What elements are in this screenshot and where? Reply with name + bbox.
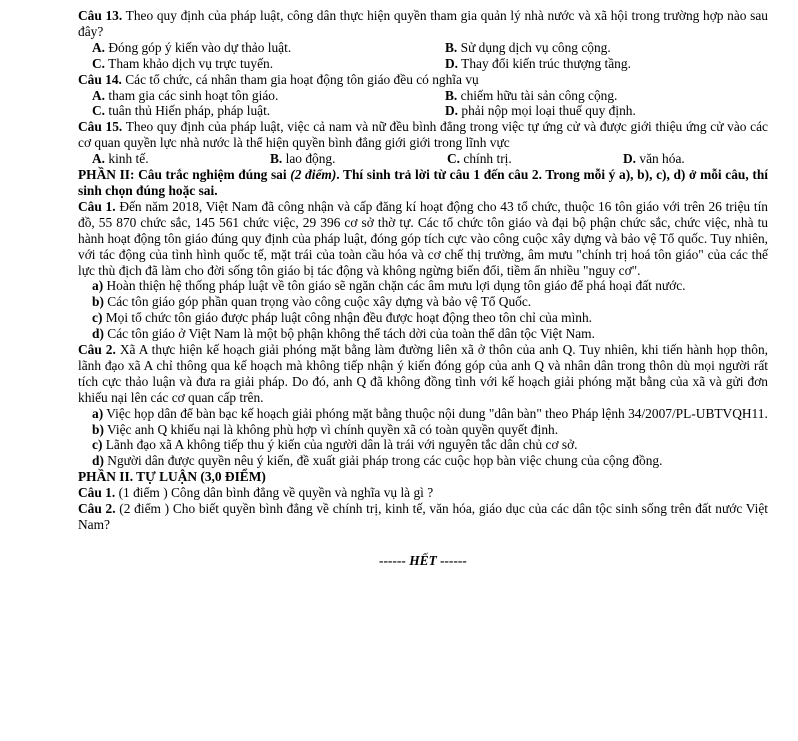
item-text: Lãnh đạo xã A không tiếp thu ý kiến của người dân là trái với nguyên tắc dân chủ cơ sở. (102, 437, 578, 453)
item-key: a) (92, 405, 104, 421)
option-c (92, 56, 445, 72)
item-key: d) (92, 453, 104, 469)
option-key: C. (92, 103, 106, 119)
option-c (447, 151, 623, 167)
option-b (445, 40, 611, 56)
option-key: C. (92, 55, 106, 71)
question-label: Câu 2. (78, 501, 116, 517)
part-2-instructions: . Thí sinh trả lời từ câu 1 đến câu 2. Trong mỗi ý a), b), c), d) ở mỗi câu, thí sinh chọn đúng hoặc sai. (78, 167, 768, 198)
option-text: tham gia các sinh hoạt tôn giáo. (105, 87, 279, 103)
question-15 (78, 119, 768, 151)
tf-question-2 (78, 342, 768, 406)
item-text: Việc anh Q khiếu nại là không phù hợp vì chính quyền xã có toàn quyền quyết định. (103, 421, 559, 437)
tf2-item-a (78, 406, 768, 422)
tf-question-1 (78, 199, 768, 279)
options-row (78, 103, 768, 119)
question-text: Các tổ chức, cá nhân tham gia hoạt động tôn giáo đều có nghĩa vụ (121, 71, 479, 87)
item-key: b) (92, 294, 104, 310)
option-key: C. (447, 151, 461, 167)
option-key: D. (445, 55, 459, 71)
question-text: Theo quy định của pháp luật, công dân thực hiện quyền tham gia quản lý nhà nước và xã hội trong trường hợp nào sau đây? (78, 8, 769, 39)
option-key: B. (270, 151, 283, 167)
question-text: (1 điểm ) Công dân bình đẳng về quyền và nghĩa vụ là gì ? (115, 485, 434, 501)
tf1-item-a (78, 278, 768, 294)
tf2-item-b (78, 422, 768, 438)
option-text: phải nộp mọi loại thuế quy định. (458, 103, 636, 119)
essay-question-1 (78, 485, 768, 501)
tf1-item-b (78, 294, 768, 310)
option-key: B. (445, 87, 458, 103)
item-text: Người dân được quyền nêu ý kiến, đề xuất giải pháp trong các cuộc họp bàn việc chung của cộng đồng. (103, 453, 663, 469)
question-label: Câu 2. (78, 342, 116, 358)
item-key: a) (92, 278, 104, 294)
tf1-item-c (78, 310, 768, 326)
question-label: Câu 1. (78, 198, 116, 214)
option-d (445, 56, 631, 72)
option-key: B. (445, 39, 458, 55)
option-d (445, 103, 636, 119)
option-key: D. (445, 103, 459, 119)
part-2-heading (78, 167, 768, 199)
options-row (78, 40, 768, 56)
option-key: A. (92, 87, 106, 103)
item-key: c) (92, 437, 103, 453)
tf1-item-d (78, 326, 768, 342)
option-b (270, 151, 447, 167)
option-text: lao động. (282, 151, 336, 167)
option-text: tuân thủ Hiến pháp, pháp luật. (105, 103, 271, 119)
option-a (92, 40, 445, 56)
question-text: Xã A thực hiện kế hoạch giải phóng mặt bằng làm đường liên xã ở thôn của anh Q. Tuy nhiên, khi tiến hành họp thôn, lãnh đạo xã A chỉ thông qua kế hoạch mà không tiếp nhận ý kiến đóng góp của anh Q và nhân dân trong thôn dù mọi người rất tích cực thảo luận và đưa ra giải pháp. Do đó, anh Q đã không đồng tình với kế hoạch giải phóng mặt bằng của xã và gửi đơn khiếu nại lên các cơ quan cấp trên. (78, 342, 768, 405)
essay-question-2 (78, 501, 768, 533)
question-text: Theo quy định của pháp luật, việc cả nam và nữ đều bình đẳng trong việc tự ứng cử và được giới thiệu ứng cử vào các cơ quan quyền lực nhà nước là thể hiện quyền bình đẳng giới giới trong lĩnh vực (78, 119, 768, 151)
option-c (92, 103, 445, 119)
question-text: Đến năm 2018, Việt Nam đã công nhận và cấp đăng kí hoạt động cho 43 tổ chức, thuộc 16 tôn giáo với trên 26 triệu tín đồ, 55 870 chức sắc, 145 561 chức việc, 29 396 cơ sở thờ tự. Các tổ chức tôn giáo và đại bộ phận chức sắc, chức việc, nhà tu hành hoạt động tôn giáo đúng quy định của pháp luật, đóng góp tích cực vào công cuộc xây dựng và bảo vệ Tổ quốc. Tuy nhiên, với tác động của tình hình quốc tế, mặt trái của toàn cầu hóa và cơ chế thị trường, âm mưu "chính trị hoá tôn giáo" của các thế lực thù địch đã làm cho đời sống tôn giáo bị tác động và không ngừng biến đổi, tiềm ẩn nhiều "nguy cơ". (78, 198, 768, 278)
option-key: D. (623, 151, 637, 167)
item-text: Mọi tổ chức tôn giáo được pháp luật công nhận đều được hoạt động theo tôn chỉ của mình. (102, 310, 593, 326)
option-key: A. (92, 151, 106, 167)
question-13 (78, 8, 768, 40)
item-key: b) (92, 421, 104, 437)
question-text: (2 điểm ) Cho biết quyền bình đẳng về chính trị, kinh tế, văn hóa, giáo dục của các dân tộc sinh sống trên đất nước Việt Nam? (78, 501, 768, 532)
part-2-points: (2 điểm) (290, 167, 337, 183)
option-text: chiếm hữu tài sản công cộng. (457, 87, 618, 103)
option-a (92, 88, 445, 104)
option-text: Tham khảo dịch vụ trực tuyến. (105, 55, 274, 71)
option-a (92, 151, 270, 167)
option-text: Sử dụng dịch vụ công cộng. (457, 39, 611, 55)
part-2-lead: PHẦN II: Câu trắc nghiệm đúng sai (78, 167, 291, 183)
option-text: văn hóa. (636, 151, 685, 167)
item-text: Các tôn giáo góp phần quan trọng vào công cuộc xây dựng và bảo vệ Tổ Quốc. (103, 294, 532, 310)
option-key: A. (92, 39, 106, 55)
options-row (78, 88, 768, 104)
option-b (445, 88, 617, 104)
item-text: Hoàn thiện hệ thống pháp luật về tôn giáo sẽ ngăn chặn các âm mưu lợi dụng tôn giáo để phá hoại đất nước. (103, 278, 686, 294)
item-text: Các tôn giáo ở Việt Nam là một bộ phận không thể tách dời của toàn thể dân tộc Việt Nam. (103, 326, 595, 342)
item-key: d) (92, 326, 104, 342)
option-d (623, 151, 685, 167)
tf2-item-c (78, 437, 768, 453)
option-text: Thay đổi kiến trúc thượng tầng. (458, 55, 631, 71)
question-label: Câu 13. (78, 8, 123, 23)
part-3-heading: PHẦN II. TỰ LUẬN (3,0 ĐIỂM) (78, 469, 266, 485)
tf2-item-d (78, 453, 768, 469)
question-14 (78, 72, 768, 88)
end-marker: ------ HẾT ------ (379, 552, 467, 568)
option-text: kinh tế. (105, 151, 149, 167)
item-key: c) (92, 310, 103, 326)
question-label: Câu 1. (78, 485, 116, 501)
option-text: Đóng góp ý kiến vào dự thảo luật. (105, 39, 292, 55)
question-label: Câu 14. (78, 71, 122, 87)
question-label: Câu 15. (78, 119, 123, 135)
options-row (78, 151, 768, 167)
item-text: Việc họp dân để bàn bạc kế hoạch giải phóng mặt bằng thuộc nội dung "dân bàn" theo Pháp lệnh 34/2007/PL-UBTVQH11. (103, 405, 768, 421)
option-text: chính trị. (460, 151, 512, 167)
options-row (78, 56, 768, 72)
